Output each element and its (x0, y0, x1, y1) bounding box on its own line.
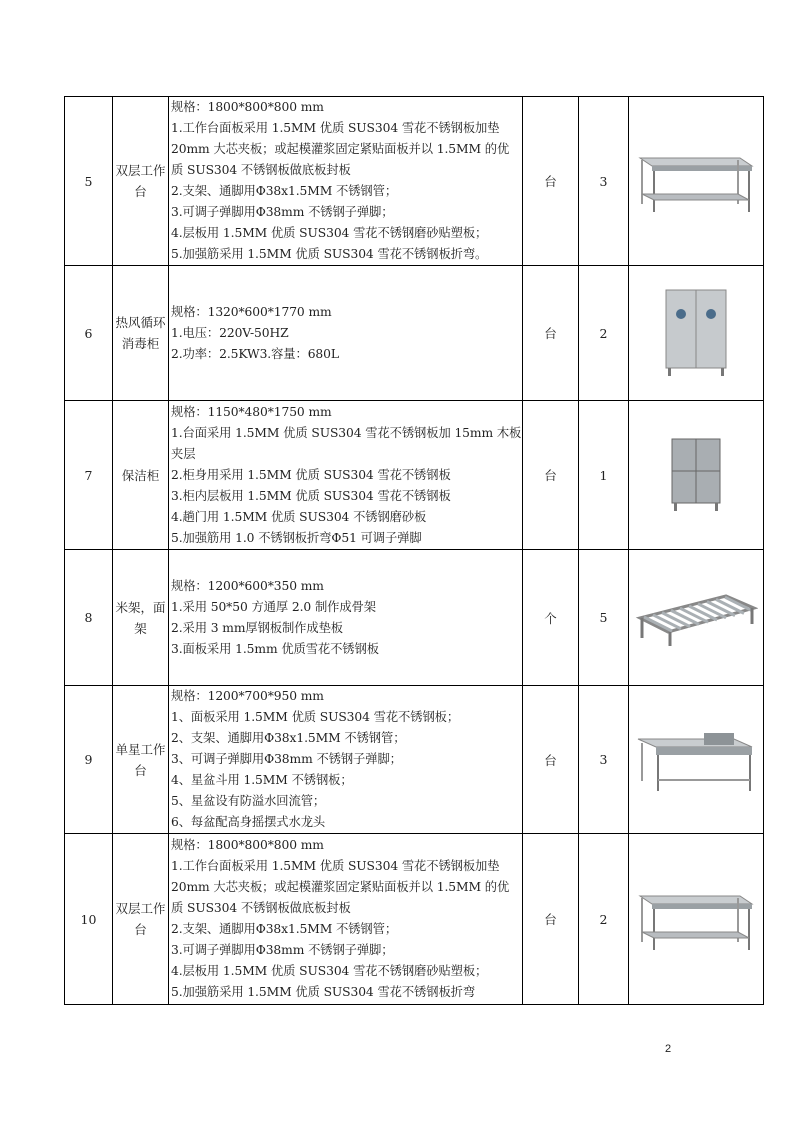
spec-line: 20mm 大芯夹板；或起模灌浆固定紧贴面板并以 1.5MM 的优 (171, 142, 510, 156)
item-name: 单星工作台 (113, 686, 169, 834)
item-quantity: 2 (579, 266, 629, 401)
table-row (65, 97, 764, 266)
table-row (65, 401, 764, 550)
table-row (65, 686, 764, 834)
equipment-table (64, 96, 764, 1005)
spec-line: 1.台面采用 1.5MM 优质 SUS304 雪花不锈钢板加 15mm 木板 (171, 425, 522, 440)
item-number: 9 (65, 686, 113, 834)
item-spec (169, 401, 523, 550)
item-unit: 台 (523, 834, 579, 1005)
table-row (65, 834, 764, 1005)
spec-line: 2.支架、通脚用Φ38x1.5MM 不锈钢管； (171, 184, 398, 198)
item-name: 热风循环消毒柜 (113, 266, 169, 401)
two-tier-worktable-image (629, 146, 763, 216)
spec-line: 4.层板用 1.5MM 优质 SUS304 雪花不锈钢磨砂贴塑板； (171, 226, 488, 240)
spec-line: 5.加强筋采用 1.5MM 优质 SUS304 雪花不锈钢板折弯。 (171, 247, 488, 261)
item-quantity: 5 (579, 550, 629, 686)
spec-line: 1.工作台面板采用 1.5MM 优质 SUS304 雪花不锈钢板加垫 (171, 121, 500, 135)
item-image-cell (629, 834, 764, 1005)
item-image-cell (629, 97, 764, 266)
item-number: 6 (65, 266, 113, 401)
spec-line: 3.面板采用 1.5mm 优质雪花不锈钢板 (171, 641, 379, 656)
item-quantity: 2 (579, 834, 629, 1005)
spec-line: 3.可调子弹脚用Φ38mm 不锈钢子弹脚； (171, 943, 394, 957)
item-image-cell (629, 266, 764, 401)
spec-line: 2.柜身用采用 1.5MM 优质 SUS304 雪花不锈钢板 (171, 467, 451, 482)
item-name: 双层工作台 (113, 97, 169, 266)
spec-line: 规格：1150*480*1750 mm (171, 404, 332, 419)
item-unit: 台 (523, 97, 579, 266)
spec-line: 2.功率：2.5KW3.容量：680L (171, 346, 339, 361)
spec-line: 5、星盆设有防溢水回流管； (171, 794, 326, 808)
spec-line: 4.趟门用 1.5MM 优质 SUS304 不锈钢磨砂板 (171, 509, 427, 524)
item-unit: 台 (523, 266, 579, 401)
spec-line: 质 SUS304 不锈钢板做底板封板 (171, 901, 351, 915)
spec-line: 4.层板用 1.5MM 优质 SUS304 雪花不锈钢磨砂贴塑板； (171, 964, 488, 978)
item-quantity: 3 (579, 686, 629, 834)
spec-line: 20mm 大芯夹板；或起模灌浆固定紧贴面板并以 1.5MM 的优 (171, 880, 510, 894)
spec-line: 2.支架、通脚用Φ38x1.5MM 不锈钢管； (171, 922, 398, 936)
spec-line: 3.可调子弹脚用Φ38mm 不锈钢子弹脚； (171, 205, 394, 219)
item-unit: 台 (523, 401, 579, 550)
spec-line: 规格：1320*600*1770 mm (171, 304, 332, 319)
spec-line: 1.采用 50*50 方通厚 2.0 制作成骨架 (171, 599, 376, 614)
item-spec (169, 266, 523, 401)
spec-line: 6、每盆配高身摇摆式水龙头 (171, 815, 326, 829)
disinfection-cabinet-image (629, 288, 763, 378)
spec-line: 规格：1200*700*950 mm (171, 689, 324, 703)
spec-line: 1.工作台面板采用 1.5MM 优质 SUS304 雪花不锈钢板加垫 (171, 859, 500, 873)
item-quantity: 3 (579, 97, 629, 266)
spec-line: 3、可调子弹脚用Φ38mm 不锈钢子弹脚； (171, 752, 402, 766)
spec-line: 3.柜内层板用 1.5MM 优质 SUS304 雪花不锈钢板 (171, 488, 451, 503)
item-number: 5 (65, 97, 113, 266)
spec-line: 质 SUS304 不锈钢板做底板封板 (171, 163, 351, 177)
single-sink-worktable-image (629, 725, 763, 795)
item-spec (169, 97, 523, 266)
item-quantity: 1 (579, 401, 629, 550)
item-unit: 台 (523, 686, 579, 834)
item-spec (169, 550, 523, 686)
item-spec (169, 686, 523, 834)
spec-line: 2、支架、通脚用Φ38x1.5MM 不锈钢管； (171, 731, 406, 745)
item-unit: 个 (523, 550, 579, 686)
rice-rack-image (629, 588, 763, 648)
item-number: 7 (65, 401, 113, 550)
spec-line: 夹层 (171, 446, 196, 461)
table-row (65, 550, 764, 686)
item-number: 10 (65, 834, 113, 1005)
spec-line: 5.加强筋用 1.0 不锈钢板折弯Φ51 可调子弹脚 (171, 530, 422, 545)
item-image-cell (629, 401, 764, 550)
item-image-cell (629, 686, 764, 834)
item-number: 8 (65, 550, 113, 686)
item-spec (169, 834, 523, 1005)
spec-line: 1、面板采用 1.5MM 优质 SUS304 雪花不锈钢板； (171, 710, 460, 724)
item-name: 米架，面架 (113, 550, 169, 686)
spec-line: 1.电压：220V-50HZ (171, 325, 289, 340)
spec-line: 2.采用 3 mm厚钢板制作成垫板 (171, 620, 343, 635)
spec-line: 规格：1200*600*350 mm (171, 578, 324, 593)
item-name: 双层工作台 (113, 834, 169, 1005)
spec-line: 规格：1800*800*800 mm (171, 100, 324, 114)
two-tier-worktable-image (629, 884, 763, 954)
cleaning-cabinet-image (629, 435, 763, 515)
spec-line: 规格：1800*800*800 mm (171, 838, 324, 852)
item-image-cell (629, 550, 764, 686)
table-row (65, 266, 764, 401)
spec-line: 5.加强筋采用 1.5MM 优质 SUS304 雪花不锈钢板折弯 (171, 985, 476, 999)
item-name: 保洁柜 (113, 401, 169, 550)
page-number: 2 (665, 1043, 672, 1055)
spec-line: 4、星盆斗用 1.5MM 不锈钢板； (171, 773, 353, 787)
